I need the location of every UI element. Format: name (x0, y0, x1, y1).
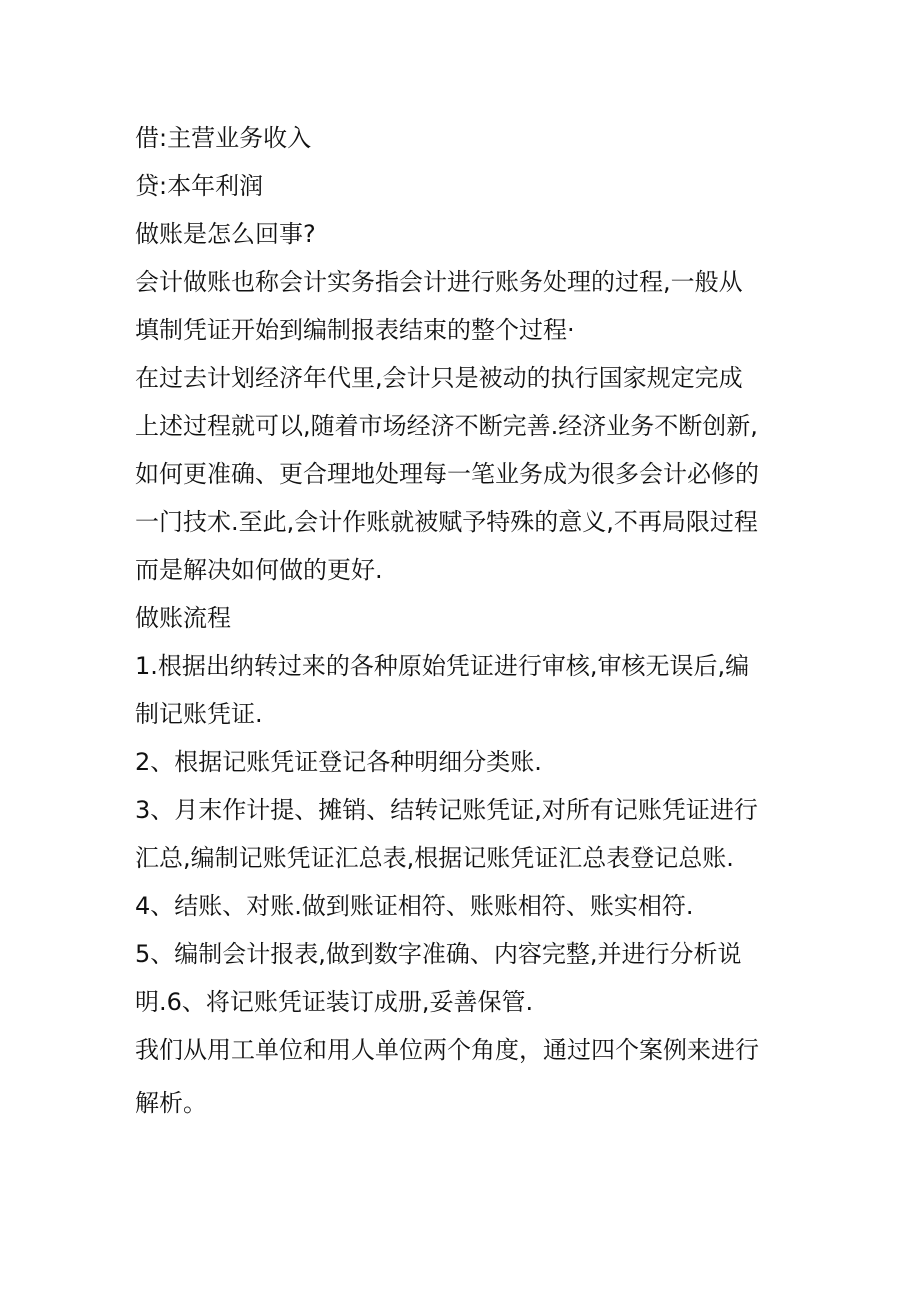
paragraph-line: 上述过程就可以,随着市场经济不断完善.经济业务不断创新, (135, 412, 758, 440)
process-step-line: 2、根据记账凭证登记各种明细分类账. (135, 748, 542, 776)
text-line-debit: 借:主营业务收入 (135, 124, 312, 152)
process-step-line: 3、月末作计提、摊销、结转记账凭证,对所有记账凭证进行 (135, 796, 758, 824)
process-step-line: 4、结账、对账.做到账证相符、账账相符、账实相符. (135, 892, 694, 920)
process-step-line: 5、编制会计报表,做到数字准确、内容完整,并进行分析说 (135, 940, 742, 968)
paragraph-line: 我们从用工单位和用人单位两个角度，通过四个案例来进行 (135, 1036, 759, 1064)
section-heading-bookkeeping-process: 做账流程 (135, 604, 231, 632)
text-line-credit: 贷:本年利润 (135, 172, 264, 200)
paragraph-line: 会计做账也称会计实务指会计进行账务处理的过程,一般从 (135, 268, 743, 296)
paragraph-line: 解析。 (135, 1089, 207, 1117)
process-step-line: 汇总,编制记账凭证汇总表,根据记账凭证汇总表登记总账. (135, 844, 734, 872)
process-step-line: 明.6、将记账凭证装订成册,妥善保管. (135, 988, 534, 1016)
process-step-line: 制记账凭证. (135, 700, 263, 728)
paragraph-line: 在过去计划经济年代里,会计只是被动的执行国家规定完成 (135, 364, 743, 392)
paragraph-line: 如何更准确、更合理地处理每一笔业务成为很多会计必修的 (135, 460, 759, 488)
document-body (135, 114, 795, 1127)
paragraph-line: 一门技术.至此,会计作账就被赋予特殊的意义,不再局限过程 (135, 508, 758, 536)
process-step-line: 1.根据出纳转过来的各种原始凭证进行审核,审核无误后,编 (135, 652, 750, 680)
section-heading-what-is-bookkeeping: 做账是怎么回事? (135, 220, 316, 248)
paragraph-line: 而是解决如何做的更好. (135, 556, 383, 584)
paragraph-line: 填制凭证开始到编制报表结束的整个过程· (135, 316, 575, 344)
